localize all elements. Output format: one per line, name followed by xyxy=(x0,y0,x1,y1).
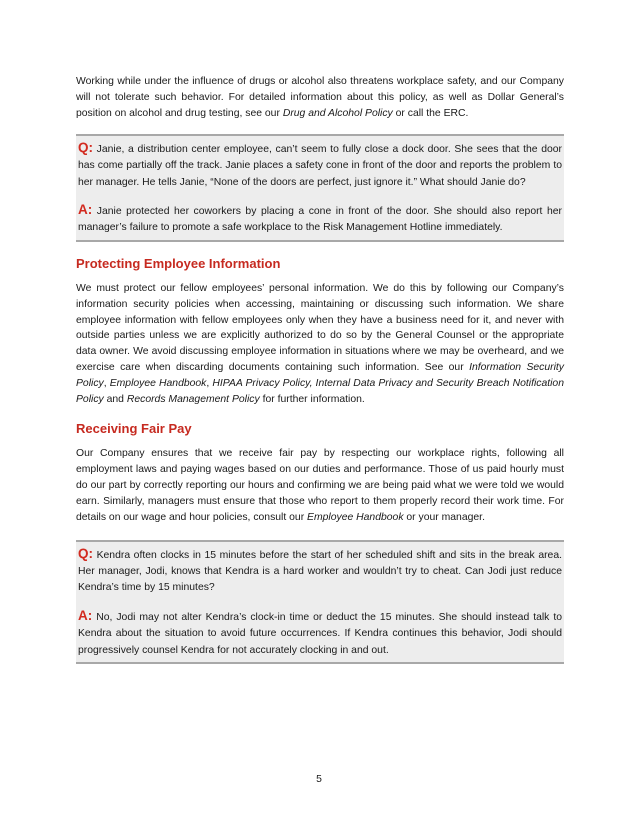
drug-alcohol-policy-reference: Drug and Alcohol Policy xyxy=(282,107,393,119)
qa-box-kendra xyxy=(76,540,564,664)
answer-label: A: xyxy=(78,201,93,217)
document-page xyxy=(76,74,564,664)
answer-paragraph: A: No, Jodi may not alter Kendra’s clock-in time or deduct the 15 minutes. She should instead talk to Kendra about the situation to avoid future occurrences. If Kendra continues this behavior, Jodi should progressively counsel Kendra for not accurately clocking in and out. xyxy=(78,607,562,656)
employee-handbook-reference: Employee Handbook xyxy=(307,511,404,523)
answer-label: A: xyxy=(78,607,93,623)
qa-box-janie xyxy=(76,134,564,242)
employee-information-paragraph: We must protect our fellow employees’ personal information. We do this by following our Company’s information security policies when accessing, maintaining or discussing such information. We share employee information with fellow employees only when they have a business need for it, and never with outside parties unless we are explicitly authorized to do so by the General Counsel or the appropriate data owner. We avoid discussing employee information in situations where we may be overheard, and we exercise care when discarding documents containing such information. See our Information Security Policy, Employee Handbook, HIPAA Privacy Policy, Internal Data Privacy and Security Breach Notification Policy and Records Management Policy for further information. xyxy=(76,282,564,406)
question-label: Q: xyxy=(78,139,93,155)
policy-reference: HIPAA Privacy Policy, Internal Data Privacy and Security Breach Notification Policy xyxy=(76,378,564,406)
policy-reference: Employee Handbook xyxy=(109,378,207,390)
policy-reference: Records Management Policy xyxy=(126,394,260,406)
question-label: Q: xyxy=(78,545,93,561)
question-paragraph: Q: Kendra often clocks in 15 minutes before the start of her scheduled shift and sits in the break area. Her manager, Jodi, knows that Kendra is a hard worker and wouldn’t try to cheat. Can Jodi just reduce Kendra’s time by 15 minutes? xyxy=(78,545,562,594)
intro-paragraph: Working while under the influence of drugs or alcohol also threatens workplace safety, and our Company will not tolerate such behavior. For detailed information about this policy, as well as Dollar General’s position on alcohol and drug testing, see our Drug and Alcohol Policy or call the ERC. xyxy=(76,76,564,119)
question-paragraph: Q: Janie, a distribution center employee, can’t seem to fully close a dock door. She sees that the door has come partially off the track. Janie places a safety cone in front of the door and reports the problem to her manager. He tells Janie, “None of the doors are perfect, just ignore it.” What should Janie do? xyxy=(78,139,562,188)
policy-reference: Information Security Policy xyxy=(76,362,564,390)
answer-paragraph: A: Janie protected her coworkers by placing a cone in front of the door. She should also report her manager’s failure to promote a safe workplace to the Risk Management Hotline immediately. xyxy=(78,201,562,234)
page-number: 5 xyxy=(316,774,322,785)
section-heading-fair-pay: Receiving Fair Pay xyxy=(76,421,192,436)
fair-pay-paragraph: Our Company ensures that we receive fair pay by respecting our workplace rights, following all employment laws and paying wages based on our duties and performance. Those of us paid hourly must do our part by correctly reporting our hours and confirming we are being paid what we were told we would earn. Similarly, managers must ensure that those who report to them properly record their work time. For details on our wage and hour policies, consult our Employee Handbook or your manager. xyxy=(76,448,564,523)
section-heading-employee-information: Protecting Employee Information xyxy=(76,255,281,271)
